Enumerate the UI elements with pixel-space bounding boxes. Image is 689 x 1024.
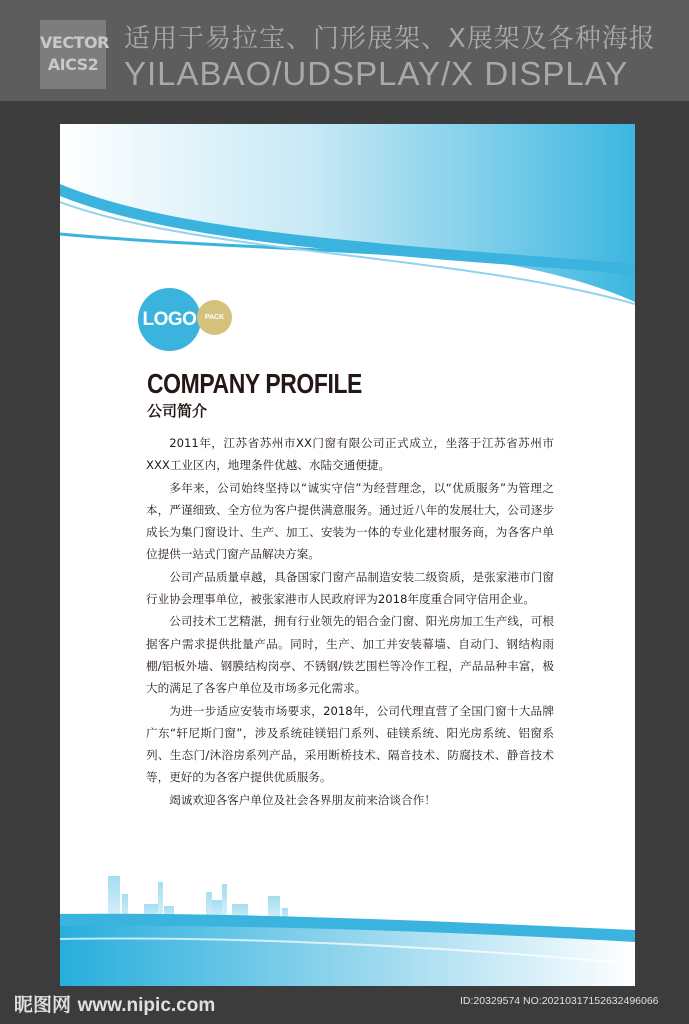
logo-circle: LOGO xyxy=(138,288,201,351)
watermark-brand xyxy=(14,990,215,1017)
logo-pack-circle: PACK xyxy=(197,300,232,335)
poster xyxy=(60,124,635,986)
banner-title-cn: 适用于易拉宝、门形展架、X展架及各种海报 xyxy=(124,24,656,54)
profile-paragraph: 多年来，公司始终坚持以“诚实守信”为经营理念，以“优质服务”为管理之本，严谨细致、全方位为客户提供满意服务。通过近八年的发展壮大，公司逐步成长为集门窗设计、生产、加工、安装为一体的专业化建材服务商，为各客户单位提供一站式门窗产品解决方案。 xyxy=(146,480,554,562)
top-banner xyxy=(0,0,689,101)
vector-badge xyxy=(40,20,109,89)
company-profile-title: COMPANY PROFILE xyxy=(147,368,362,399)
watermark-site: www.nipic.com xyxy=(77,995,216,1016)
profile-paragraph: 2011年，江苏省苏州市XX门窗有限公司正式成立，坐落于江苏省苏州市XXX工业区内，地理条件优越、水陆交通便捷。 xyxy=(146,436,554,473)
company-profile-subtitle: 公司简介 xyxy=(147,402,208,420)
profile-body xyxy=(146,432,554,811)
profile-paragraph: 公司产品质量卓越，具备国家门窗产品制造安装二级资质，是张家港市门窗行业协会理事单位，被张家港市人民政府评为2018年度重合同守信用企业。 xyxy=(146,569,554,607)
badge-line-1: VECTOR xyxy=(40,33,109,52)
banner-title-en: YILABAO/UDSPLAY/X DISPLAY xyxy=(124,55,629,92)
image-id-text: ID:20329574 NO:20210317152632496066 xyxy=(460,995,659,1007)
badge-line-2: AICS2 xyxy=(47,55,99,74)
watermark-brand-name: 昵图网 xyxy=(14,994,72,1016)
profile-paragraph: 竭诚欢迎各客户单位及社会各界朋友前来洽谈合作！ xyxy=(169,792,436,807)
profile-paragraph: 为进一步适应安装市场要求，2018年，公司代理直营了全国门窗十大品牌广东“轩尼斯门窗”，涉及系统硅镁铝门系列、硅镁系统、阳光房系统、铝窗系列、生态门/沐浴房系列产品，采用断桥技术、隔音技术、防腐技术、静音技术等，更好的为各客户提供优质服务。 xyxy=(146,703,554,785)
profile-paragraph: 公司技术工艺精湛，拥有行业领先的铝合金门窗、阳光房加工生产线，可根据客户需求提供批量产品。同时，生产、加工并安装幕墙、自动门、钢结构雨棚/铝板外墙、钢膜结构岗亭、不锈钢/铁艺围栏等冷作工程，产品品种丰富，极大的满足了各客户单位及市场多元化需求。 xyxy=(146,614,554,696)
